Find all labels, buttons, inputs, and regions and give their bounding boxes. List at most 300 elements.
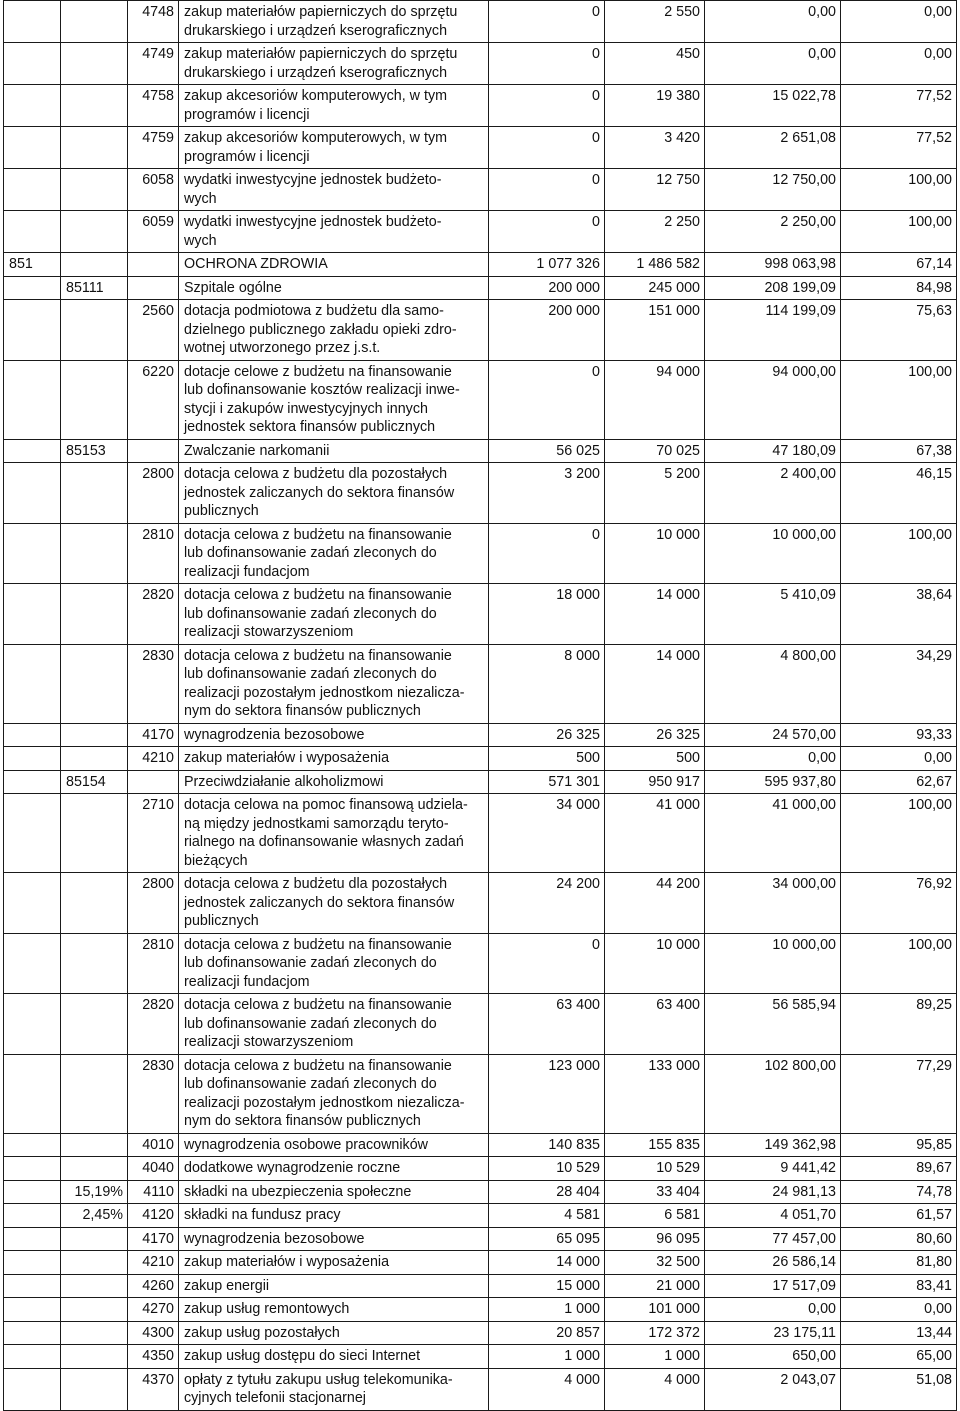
execution-cell: 2 400,00 <box>705 463 841 524</box>
description-cell: zakup usług remontowych <box>179 1298 489 1322</box>
execution-cell: 0,00 <box>705 1298 841 1322</box>
percent-cell: 77,52 <box>841 127 957 169</box>
paragraf-cell: 2820 <box>128 994 179 1055</box>
execution-cell: 102 800,00 <box>705 1054 841 1133</box>
description-cell: dotacja celowa z budżetu na finansowanie lub dofinansowanie zadań zleconych do realizacji pozostałym jednostkom niezalicza- nym do sektora finansów publicznych <box>179 1054 489 1133</box>
execution-cell: 26 586,14 <box>705 1251 841 1275</box>
execution-cell: 24 981,13 <box>705 1180 841 1204</box>
table-row <box>4 747 957 771</box>
paragraf-cell <box>128 439 179 463</box>
execution-cell: 56 585,94 <box>705 994 841 1055</box>
rozdzial-cell <box>61 1227 128 1251</box>
description-cell: zakup akcesoriów komputerowych, w tym programów i licencji <box>179 127 489 169</box>
execution-cell: 4 051,70 <box>705 1204 841 1228</box>
table-row <box>4 794 957 873</box>
paragraf-cell: 4758 <box>128 85 179 127</box>
paragraf-cell: 6220 <box>128 360 179 439</box>
description-cell: zakup materiałów i wyposażenia <box>179 747 489 771</box>
plan-cell: 0 <box>489 127 605 169</box>
description-cell: dotacja celowa z budżetu dla pozostałych jednostek zaliczanych do sektora finansów publicznych <box>179 873 489 934</box>
plan-cell: 15 000 <box>489 1274 605 1298</box>
dzial-cell <box>4 523 61 584</box>
execution-cell: 595 937,80 <box>705 770 841 794</box>
dzial-cell <box>4 1157 61 1181</box>
dzial-cell <box>4 439 61 463</box>
dzial-cell <box>4 127 61 169</box>
table-row <box>4 127 957 169</box>
paragraf-cell <box>128 276 179 300</box>
table-row <box>4 1251 957 1275</box>
plan-cell: 0 <box>489 211 605 253</box>
plan-cell: 4 000 <box>489 1368 605 1410</box>
execution-cell: 47 180,09 <box>705 439 841 463</box>
description-cell: wynagrodzenia osobowe pracowników <box>179 1133 489 1157</box>
table-row <box>4 360 957 439</box>
execution-cell: 4 800,00 <box>705 644 841 723</box>
percent-cell: 100,00 <box>841 211 957 253</box>
dzial-cell <box>4 1 61 43</box>
paragraf-cell: 2830 <box>128 1054 179 1133</box>
rozdzial-cell <box>61 1345 128 1369</box>
execution-cell: 94 000,00 <box>705 360 841 439</box>
description-cell: dotacja celowa na pomoc finansową udziela- ną między jednostkami samorządu teryto- rialnego na dofinansowanie własnych zadań bieżących <box>179 794 489 873</box>
paragraf-cell: 4350 <box>128 1345 179 1369</box>
table-row <box>4 933 957 994</box>
description-cell: opłaty z tytułu zakupu usług telekomunika- cyjnych telefonii stacjonarnej <box>179 1368 489 1410</box>
percent-cell: 84,98 <box>841 276 957 300</box>
rozdzial-cell <box>61 463 128 524</box>
execution-cell: 17 517,09 <box>705 1274 841 1298</box>
rozdzial-cell <box>61 584 128 645</box>
execution-cell: 77 457,00 <box>705 1227 841 1251</box>
plan-cell: 18 000 <box>489 584 605 645</box>
dzial-cell <box>4 43 61 85</box>
rozdzial-cell <box>61 747 128 771</box>
plan-cell: 1 077 326 <box>489 253 605 277</box>
description-cell: dotacja celowa z budżetu na finansowanie lub dofinansowanie zadań zleconych do realizacji stowarzyszeniom <box>179 584 489 645</box>
percent-cell: 77,52 <box>841 85 957 127</box>
table-row <box>4 211 957 253</box>
table-row <box>4 873 957 934</box>
plan-after-changes-cell: 14 000 <box>605 644 705 723</box>
plan-cell: 500 <box>489 747 605 771</box>
paragraf-cell: 4759 <box>128 127 179 169</box>
dzial-cell <box>4 644 61 723</box>
dzial-cell <box>4 1321 61 1345</box>
dzial-cell <box>4 994 61 1055</box>
budget-table <box>3 0 957 1411</box>
plan-after-changes-cell: 63 400 <box>605 994 705 1055</box>
execution-cell: 650,00 <box>705 1345 841 1369</box>
execution-cell: 2 043,07 <box>705 1368 841 1410</box>
plan-cell: 8 000 <box>489 644 605 723</box>
percent-cell: 89,25 <box>841 994 957 1055</box>
rozdzial-cell <box>61 644 128 723</box>
paragraf-cell: 2810 <box>128 523 179 584</box>
percent-cell: 100,00 <box>841 360 957 439</box>
paragraf-cell <box>128 253 179 277</box>
percent-cell: 81,80 <box>841 1251 957 1275</box>
table-row <box>4 300 957 361</box>
percent-cell: 0,00 <box>841 43 957 85</box>
paragraf-cell: 2800 <box>128 873 179 934</box>
paragraf-cell: 4210 <box>128 1251 179 1275</box>
plan-cell: 4 581 <box>489 1204 605 1228</box>
plan-after-changes-cell: 26 325 <box>605 723 705 747</box>
rozdzial-cell <box>61 127 128 169</box>
table-row <box>4 1 957 43</box>
dzial-cell <box>4 276 61 300</box>
paragraf-cell: 4010 <box>128 1133 179 1157</box>
dzial-cell <box>4 169 61 211</box>
dzial-cell <box>4 211 61 253</box>
percent-cell: 93,33 <box>841 723 957 747</box>
dzial-cell <box>4 1227 61 1251</box>
rozdzial-cell <box>61 169 128 211</box>
dzial-cell <box>4 1180 61 1204</box>
table-row <box>4 523 957 584</box>
table-row <box>4 1368 957 1410</box>
plan-cell: 0 <box>489 169 605 211</box>
plan-cell: 24 200 <box>489 873 605 934</box>
rozdzial-cell <box>61 43 128 85</box>
percent-cell: 13,44 <box>841 1321 957 1345</box>
table-row <box>4 994 957 1055</box>
table-row <box>4 770 957 794</box>
rozdzial-cell <box>61 85 128 127</box>
plan-after-changes-cell: 96 095 <box>605 1227 705 1251</box>
description-cell: składki na fundusz pracy <box>179 1204 489 1228</box>
plan-after-changes-cell: 450 <box>605 43 705 85</box>
paragraf-cell: 2830 <box>128 644 179 723</box>
plan-after-changes-cell: 10 000 <box>605 933 705 994</box>
rozdzial-cell <box>61 1157 128 1181</box>
plan-after-changes-cell: 172 372 <box>605 1321 705 1345</box>
plan-cell: 56 025 <box>489 439 605 463</box>
dzial-cell: 851 <box>4 253 61 277</box>
paragraf-cell: 2710 <box>128 794 179 873</box>
rozdzial-cell <box>61 1133 128 1157</box>
paragraf-cell: 4749 <box>128 43 179 85</box>
percent-cell: 67,38 <box>841 439 957 463</box>
description-cell: zakup materiałów papierniczych do sprzętu drukarskiego i urządzeń kserograficznych <box>179 1 489 43</box>
plan-after-changes-cell: 32 500 <box>605 1251 705 1275</box>
execution-cell: 10 000,00 <box>705 933 841 994</box>
plan-after-changes-cell: 1 000 <box>605 1345 705 1369</box>
rozdzial-cell <box>61 873 128 934</box>
percent-cell: 0,00 <box>841 747 957 771</box>
description-cell: Przeciwdziałanie alkoholizmowi <box>179 770 489 794</box>
description-cell: zakup usług dostępu do sieci Internet <box>179 1345 489 1369</box>
percent-cell: 89,67 <box>841 1157 957 1181</box>
rozdzial-cell <box>61 794 128 873</box>
paragraf-cell: 4170 <box>128 723 179 747</box>
paragraf-cell: 4270 <box>128 1298 179 1322</box>
plan-after-changes-cell: 4 000 <box>605 1368 705 1410</box>
paragraf-cell: 4748 <box>128 1 179 43</box>
table-row <box>4 169 957 211</box>
plan-after-changes-cell: 5 200 <box>605 463 705 524</box>
dzial-cell <box>4 1054 61 1133</box>
plan-cell: 1 000 <box>489 1298 605 1322</box>
plan-cell: 123 000 <box>489 1054 605 1133</box>
plan-after-changes-cell: 19 380 <box>605 85 705 127</box>
execution-cell: 0,00 <box>705 43 841 85</box>
plan-after-changes-cell: 3 420 <box>605 127 705 169</box>
plan-after-changes-cell: 41 000 <box>605 794 705 873</box>
percent-cell: 38,64 <box>841 584 957 645</box>
plan-cell: 34 000 <box>489 794 605 873</box>
execution-cell: 2 250,00 <box>705 211 841 253</box>
description-cell: dotacja celowa z budżetu na finansowanie lub dofinansowanie zadań zleconych do realizacji fundacjom <box>179 933 489 994</box>
plan-after-changes-cell: 245 000 <box>605 276 705 300</box>
rozdzial-cell <box>61 211 128 253</box>
percent-cell: 62,67 <box>841 770 957 794</box>
description-cell: dotacje celowe z budżetu na finansowanie lub dofinansowanie kosztów realizacji inwe- stycji i zakupów inwestycyjnych innych jednostek sektora finansów publicznych <box>179 360 489 439</box>
dzial-cell <box>4 1298 61 1322</box>
table-row <box>4 439 957 463</box>
execution-cell: 23 175,11 <box>705 1321 841 1345</box>
description-cell: dotacja celowa z budżetu na finansowanie lub dofinansowanie zadań zleconych do realizacji fundacjom <box>179 523 489 584</box>
description-cell: zakup usług pozostałych <box>179 1321 489 1345</box>
plan-cell: 140 835 <box>489 1133 605 1157</box>
plan-after-changes-cell: 70 025 <box>605 439 705 463</box>
plan-after-changes-cell: 33 404 <box>605 1180 705 1204</box>
dzial-cell <box>4 1133 61 1157</box>
plan-after-changes-cell: 44 200 <box>605 873 705 934</box>
dzial-cell <box>4 747 61 771</box>
plan-after-changes-cell: 94 000 <box>605 360 705 439</box>
rozdzial-cell: 2,45% <box>61 1204 128 1228</box>
rozdzial-cell: 85111 <box>61 276 128 300</box>
dzial-cell <box>4 1251 61 1275</box>
description-cell: dotacja celowa z budżetu na finansowanie lub dofinansowanie zadań zleconych do realizacji stowarzyszeniom <box>179 994 489 1055</box>
percent-cell: 51,08 <box>841 1368 957 1410</box>
dzial-cell <box>4 1204 61 1228</box>
rozdzial-cell <box>61 723 128 747</box>
plan-cell: 28 404 <box>489 1180 605 1204</box>
rozdzial-cell <box>61 994 128 1055</box>
dzial-cell <box>4 85 61 127</box>
plan-after-changes-cell: 950 917 <box>605 770 705 794</box>
description-cell: wydatki inwestycyjne jednostek budżeto- wych <box>179 169 489 211</box>
plan-cell: 10 529 <box>489 1157 605 1181</box>
dzial-cell <box>4 1368 61 1410</box>
rozdzial-cell <box>61 1 128 43</box>
dzial-cell <box>4 1274 61 1298</box>
dzial-cell <box>4 770 61 794</box>
rozdzial-cell <box>61 523 128 584</box>
rozdzial-cell <box>61 300 128 361</box>
plan-cell: 200 000 <box>489 300 605 361</box>
rozdzial-cell <box>61 1368 128 1410</box>
table-row <box>4 253 957 277</box>
percent-cell: 67,14 <box>841 253 957 277</box>
description-cell: zakup akcesoriów komputerowych, w tym programów i licencji <box>179 85 489 127</box>
rozdzial-cell <box>61 1298 128 1322</box>
description-cell: OCHRONA ZDROWIA <box>179 253 489 277</box>
table-row <box>4 644 957 723</box>
plan-after-changes-cell: 10 529 <box>605 1157 705 1181</box>
paragraf-cell: 2560 <box>128 300 179 361</box>
plan-cell: 0 <box>489 523 605 584</box>
percent-cell: 77,29 <box>841 1054 957 1133</box>
dzial-cell <box>4 300 61 361</box>
plan-after-changes-cell: 133 000 <box>605 1054 705 1133</box>
plan-after-changes-cell: 14 000 <box>605 584 705 645</box>
percent-cell: 100,00 <box>841 794 957 873</box>
plan-cell: 0 <box>489 85 605 127</box>
plan-after-changes-cell: 21 000 <box>605 1274 705 1298</box>
table-row <box>4 1180 957 1204</box>
description-cell: Zwalczanie narkomanii <box>179 439 489 463</box>
plan-after-changes-cell: 6 581 <box>605 1204 705 1228</box>
rozdzial-cell: 15,19% <box>61 1180 128 1204</box>
plan-cell: 0 <box>489 43 605 85</box>
description-cell: zakup materiałów i wyposażenia <box>179 1251 489 1275</box>
percent-cell: 80,60 <box>841 1227 957 1251</box>
plan-after-changes-cell: 151 000 <box>605 300 705 361</box>
percent-cell: 83,41 <box>841 1274 957 1298</box>
rozdzial-cell <box>61 1274 128 1298</box>
execution-cell: 0,00 <box>705 1 841 43</box>
table-row <box>4 1321 957 1345</box>
execution-cell: 10 000,00 <box>705 523 841 584</box>
execution-cell: 15 022,78 <box>705 85 841 127</box>
dzial-cell <box>4 1345 61 1369</box>
dzial-cell <box>4 360 61 439</box>
description-cell: dodatkowe wynagrodzenie roczne <box>179 1157 489 1181</box>
plan-cell: 1 000 <box>489 1345 605 1369</box>
plan-after-changes-cell: 2 250 <box>605 211 705 253</box>
plan-after-changes-cell: 2 550 <box>605 1 705 43</box>
plan-cell: 0 <box>489 360 605 439</box>
description-cell: wynagrodzenia bezosobowe <box>179 723 489 747</box>
description-cell: zakup energii <box>179 1274 489 1298</box>
execution-cell: 9 441,42 <box>705 1157 841 1181</box>
execution-cell: 114 199,09 <box>705 300 841 361</box>
paragraf-cell: 4110 <box>128 1180 179 1204</box>
rozdzial-cell: 85154 <box>61 770 128 794</box>
rozdzial-cell <box>61 1054 128 1133</box>
table-row <box>4 584 957 645</box>
paragraf-cell: 6058 <box>128 169 179 211</box>
execution-cell: 41 000,00 <box>705 794 841 873</box>
execution-cell: 208 199,09 <box>705 276 841 300</box>
plan-after-changes-cell: 101 000 <box>605 1298 705 1322</box>
paragraf-cell: 4260 <box>128 1274 179 1298</box>
plan-after-changes-cell: 155 835 <box>605 1133 705 1157</box>
plan-after-changes-cell: 1 486 582 <box>605 253 705 277</box>
table-row <box>4 463 957 524</box>
plan-cell: 63 400 <box>489 994 605 1055</box>
plan-cell: 65 095 <box>489 1227 605 1251</box>
percent-cell: 61,57 <box>841 1204 957 1228</box>
table-row <box>4 1204 957 1228</box>
table-row <box>4 85 957 127</box>
paragraf-cell: 4370 <box>128 1368 179 1410</box>
description-cell: dotacja celowa z budżetu dla pozostałych jednostek zaliczanych do sektora finansów publicznych <box>179 463 489 524</box>
execution-cell: 998 063,98 <box>705 253 841 277</box>
dzial-cell <box>4 933 61 994</box>
plan-cell: 20 857 <box>489 1321 605 1345</box>
percent-cell: 75,63 <box>841 300 957 361</box>
paragraf-cell: 4120 <box>128 1204 179 1228</box>
percent-cell: 46,15 <box>841 463 957 524</box>
table-row <box>4 1054 957 1133</box>
percent-cell: 100,00 <box>841 523 957 584</box>
table-row <box>4 1227 957 1251</box>
dzial-cell <box>4 584 61 645</box>
description-cell: dotacja podmiotowa z budżetu dla samo- dzielnego publicznego zakładu opieki zdro- wotnej utworzonego przez j.s.t. <box>179 300 489 361</box>
plan-after-changes-cell: 10 000 <box>605 523 705 584</box>
percent-cell: 0,00 <box>841 1 957 43</box>
execution-cell: 24 570,00 <box>705 723 841 747</box>
plan-cell: 14 000 <box>489 1251 605 1275</box>
plan-after-changes-cell: 12 750 <box>605 169 705 211</box>
table-row <box>4 723 957 747</box>
execution-cell: 34 000,00 <box>705 873 841 934</box>
percent-cell: 0,00 <box>841 1298 957 1322</box>
paragraf-cell: 2800 <box>128 463 179 524</box>
description-cell: wydatki inwestycyjne jednostek budżeto- wych <box>179 211 489 253</box>
table-row <box>4 43 957 85</box>
paragraf-cell: 4170 <box>128 1227 179 1251</box>
plan-cell: 26 325 <box>489 723 605 747</box>
rozdzial-cell <box>61 253 128 277</box>
description-cell: wynagrodzenia bezosobowe <box>179 1227 489 1251</box>
paragraf-cell: 6059 <box>128 211 179 253</box>
percent-cell: 76,92 <box>841 873 957 934</box>
paragraf-cell: 4300 <box>128 1321 179 1345</box>
execution-cell: 12 750,00 <box>705 169 841 211</box>
description-cell: Szpitale ogólne <box>179 276 489 300</box>
table-row <box>4 276 957 300</box>
description-cell: zakup materiałów papierniczych do sprzętu drukarskiego i urządzeń kserograficznych <box>179 43 489 85</box>
percent-cell: 74,78 <box>841 1180 957 1204</box>
paragraf-cell: 2810 <box>128 933 179 994</box>
percent-cell: 65,00 <box>841 1345 957 1369</box>
execution-cell: 5 410,09 <box>705 584 841 645</box>
plan-cell: 200 000 <box>489 276 605 300</box>
percent-cell: 34,29 <box>841 644 957 723</box>
rozdzial-cell <box>61 1321 128 1345</box>
paragraf-cell: 2820 <box>128 584 179 645</box>
rozdzial-cell <box>61 1251 128 1275</box>
table-row <box>4 1274 957 1298</box>
plan-cell: 0 <box>489 933 605 994</box>
dzial-cell <box>4 463 61 524</box>
execution-cell: 149 362,98 <box>705 1133 841 1157</box>
description-cell: składki na ubezpieczenia społeczne <box>179 1180 489 1204</box>
percent-cell: 95,85 <box>841 1133 957 1157</box>
percent-cell: 100,00 <box>841 169 957 211</box>
execution-cell: 2 651,08 <box>705 127 841 169</box>
rozdzial-cell <box>61 360 128 439</box>
table-row <box>4 1298 957 1322</box>
paragraf-cell: 4040 <box>128 1157 179 1181</box>
execution-cell: 0,00 <box>705 747 841 771</box>
description-cell: dotacja celowa z budżetu na finansowanie lub dofinansowanie zadań zleconych do realizacji pozostałym jednostkom niezalicza- nym do sektora finansów publicznych <box>179 644 489 723</box>
plan-after-changes-cell: 500 <box>605 747 705 771</box>
paragraf-cell: 4210 <box>128 747 179 771</box>
plan-cell: 0 <box>489 1 605 43</box>
table-row <box>4 1345 957 1369</box>
rozdzial-cell: 85153 <box>61 439 128 463</box>
dzial-cell <box>4 723 61 747</box>
rozdzial-cell <box>61 933 128 994</box>
dzial-cell <box>4 873 61 934</box>
